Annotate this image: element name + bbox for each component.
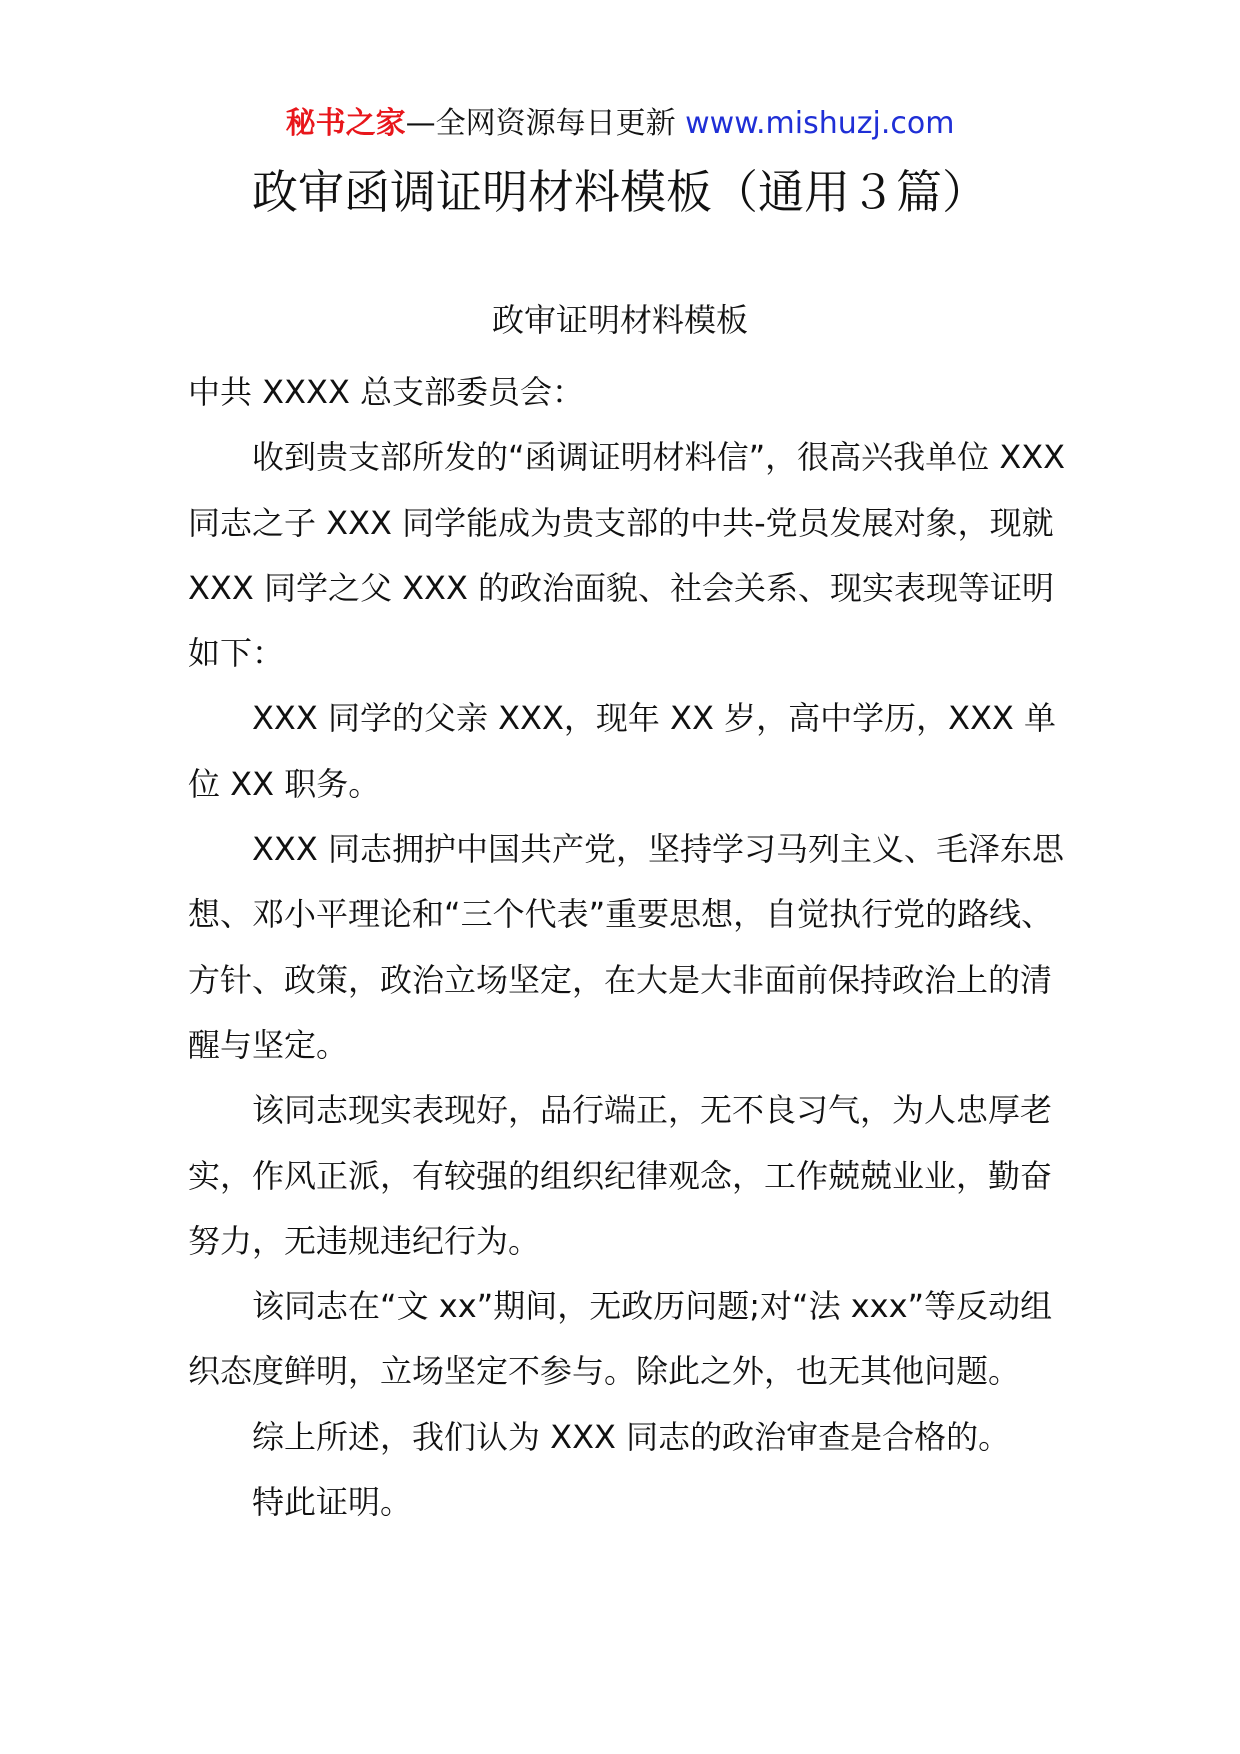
paragraph-history: 该同志在“文 xx”期间，无政历问题;对“法 xxx”等反动组织态度鲜明，立场坚定不参与。除此之外，也无其他问题。 xyxy=(188,1287,1053,1391)
paragraph-intro: 收到贵支部所发的“函调证明材料信”，很高兴我单位 XXX 同志之子 XXX 同学能成为贵支部的中共-党员发展对象，现就 XXX 同学之父 XXX 的政治面貌、社会关系、现实表现等证明如下： xyxy=(188,438,1066,673)
paragraph-political-stance: XXX 同志拥护中国共产党，坚持学习马列主义、毛泽东思想、邓小平理论和“三个代表”重要思想，自觉执行党的路线、方针、政策，政治立场坚定，在大是大非面前保持政治上的清醒与坚定。 xyxy=(188,830,1064,1064)
site-banner xyxy=(0,102,1240,146)
document-title: 政审函调证明材料模板（通用３篇） xyxy=(252,165,988,219)
paragraph-father-info: XXX 同学的父亲 XXX，现年 XX 岁，高中学历，XXX 单位 XX 职务。 xyxy=(188,699,1057,803)
paragraph-conduct: 该同志现实表现好，品行端正，无不良习气，为人忠厚老实，作风正派，有较强的组织纪律观念，工作兢兢业业，勤奋努力，无违规违纪行为。 xyxy=(188,1091,1053,1260)
paragraph-closing: 特此证明。 xyxy=(252,1483,413,1522)
paragraph-conclusion: 综上所述，我们认为 XXX 同志的政治审查是合格的。 xyxy=(252,1417,1011,1456)
banner-brand: 秘书之家 xyxy=(285,106,406,141)
banner-url[interactable]: www.mishuzj.com xyxy=(685,106,955,141)
document-body xyxy=(188,360,1068,1535)
section-title: 政审证明材料模板 xyxy=(491,301,748,339)
salutation: 中共 XXXX 总支部委员会： xyxy=(188,373,585,411)
banner-slogan: —全网资源每日更新 xyxy=(405,106,686,141)
